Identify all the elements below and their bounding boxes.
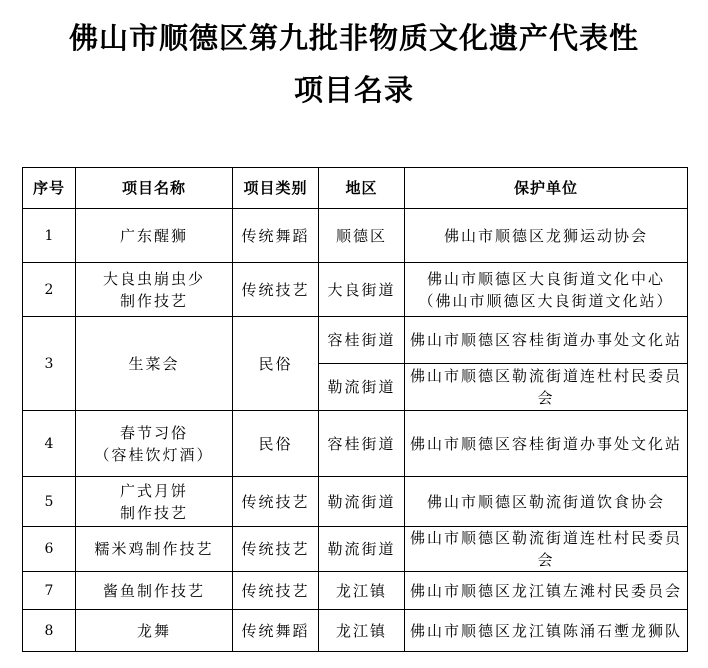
cell-category: 传统舞蹈 xyxy=(233,610,319,652)
cell-name xyxy=(76,263,233,317)
cell-area: 容桂街道 xyxy=(319,317,405,364)
table-row xyxy=(23,209,688,263)
cell-unit: 佛山市顺德区容桂街道办事处文化站 xyxy=(405,317,688,364)
cell-category: 传统技艺 xyxy=(233,477,319,527)
cell-unit: 佛山市顺德区龙江镇陈涌石壍龙狮队 xyxy=(405,610,688,652)
cell-unit: 佛山市顺德区龙狮运动协会 xyxy=(405,209,688,263)
cell-unit: 佛山市顺德区勒流街道连杜村民委员会 xyxy=(405,527,688,572)
cell-name: 广东醒狮 xyxy=(76,209,233,263)
cell-area: 容桂街道 xyxy=(319,411,405,477)
cell-area: 龙江镇 xyxy=(319,572,405,610)
cell-name: 糯米鸡制作技艺 xyxy=(76,527,233,572)
cell-name-line2: 制作技艺 xyxy=(119,291,188,310)
cell-category: 传统技艺 xyxy=(233,572,319,610)
cell-no: 1 xyxy=(23,209,76,263)
cell-area: 大良街道 xyxy=(319,263,405,317)
cell-name: 酱鱼制作技艺 xyxy=(76,572,233,610)
cell-name xyxy=(76,411,233,477)
table-row xyxy=(23,317,688,364)
cell-no: 4 xyxy=(23,411,76,477)
table-row xyxy=(23,477,688,527)
cell-area: 龙江镇 xyxy=(319,610,405,652)
cell-unit xyxy=(405,263,688,317)
document-title-line1: 佛山市顺德区第九批非物质文化遗产代表性 xyxy=(68,21,639,55)
cell-no: 3 xyxy=(23,317,76,411)
cell-unit-line1: 佛山市顺德区大良街道文化中心 xyxy=(426,269,665,288)
cell-no: 6 xyxy=(23,527,76,572)
header-category: 项目类别 xyxy=(233,168,319,209)
cell-name-line1: 大良虫崩虫少 xyxy=(102,269,205,288)
header-area: 地区 xyxy=(319,168,405,209)
cell-name xyxy=(76,477,233,527)
cell-no: 7 xyxy=(23,572,76,610)
cell-no: 8 xyxy=(23,610,76,652)
cell-name-line1: 春节习俗 xyxy=(119,423,188,442)
cell-unit: 佛山市顺德区勒流街道饮食协会 xyxy=(405,477,688,527)
header-no: 序号 xyxy=(23,168,76,209)
cell-category: 传统舞蹈 xyxy=(233,209,319,263)
cell-unit: 佛山市顺德区龙江镇左滩村民委员会 xyxy=(405,572,688,610)
cell-unit: 佛山市顺德区容桂街道办事处文化站 xyxy=(405,411,688,477)
cell-unit-line2: （佛山市顺德区大良街道文化站） xyxy=(418,291,674,310)
header-unit: 保护单位 xyxy=(405,168,688,209)
table-row xyxy=(23,411,688,477)
cell-area: 勒流街道 xyxy=(319,527,405,572)
cell-area: 勒流街道 xyxy=(319,477,405,527)
heritage-list-table xyxy=(22,167,688,652)
cell-name: 生菜会 xyxy=(76,317,233,411)
table-row xyxy=(23,610,688,652)
cell-unit: 佛山市顺德区勒流街道连杜村民委员会 xyxy=(405,364,688,411)
cell-category: 民俗 xyxy=(233,411,319,477)
cell-name-line2: 制作技艺 xyxy=(119,503,188,522)
cell-no: 5 xyxy=(23,477,76,527)
cell-no: 2 xyxy=(23,263,76,317)
cell-name: 龙舞 xyxy=(76,610,233,652)
cell-category: 传统技艺 xyxy=(233,263,319,317)
cell-name-line1: 广式月饼 xyxy=(119,481,188,500)
header-name: 项目名称 xyxy=(76,168,233,209)
document-title-line2: 项目名录 xyxy=(293,73,414,107)
table-row xyxy=(23,572,688,610)
cell-area: 顺德区 xyxy=(319,209,405,263)
cell-name-line2: （容桂饮灯酒） xyxy=(94,445,214,464)
cell-category: 民俗 xyxy=(233,317,319,411)
table-header-row xyxy=(23,168,688,209)
table-row xyxy=(23,263,688,317)
cell-area: 勒流街道 xyxy=(319,364,405,411)
table-row xyxy=(23,527,688,572)
cell-category: 传统技艺 xyxy=(233,527,319,572)
